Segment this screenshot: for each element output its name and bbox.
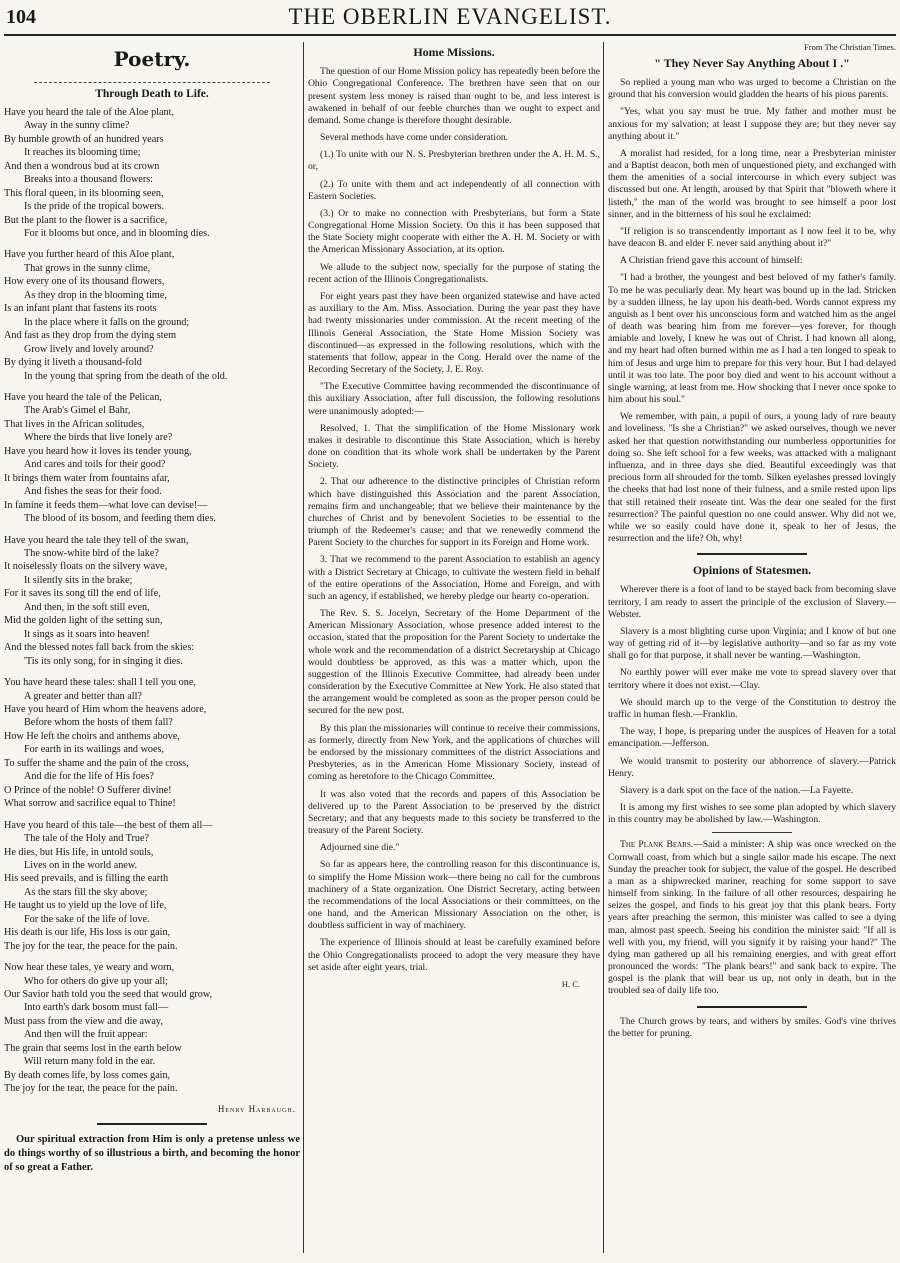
never-say-body — [608, 77, 896, 545]
poem-line: His death is our life, His loss is our gain, — [4, 927, 171, 939]
statesman-quote: Wherever there is a foot of land to be stayed back from becoming slave territory, I am ready to assert the principle of the exclusion of Slavery.—Webster. — [608, 584, 896, 620]
poem-line: O Prince of the noble! O Sufferer divine! — [4, 784, 172, 796]
poem-line: By dying it liveth a thousand-fold — [4, 357, 142, 369]
poem-line: It brings them water from fountains afar, — [4, 472, 170, 484]
poem-line: And cares and toils for their good? — [24, 459, 166, 471]
poem-line: For it saves its song till the end of life, — [4, 588, 161, 600]
poem-line: His seed prevails, and is filling the earth — [4, 873, 169, 885]
poem-line: It noiselessly floats on the silvery wave, — [4, 561, 168, 573]
statesmen-heading: Opinions of Statesmen. — [692, 563, 812, 578]
poem-line: The Arab's Gimel el Bahr, — [24, 405, 131, 417]
poem-line: And then a wondrous bud at its crown — [4, 160, 160, 172]
poem-line: By death comes life, by loss comes gain, — [4, 1069, 171, 1081]
statesman-quote: We would transmit to posterity our abhorrence of slavery.—Patrick Henry. — [608, 755, 896, 779]
poem-line: Must pass from the view and die away, — [4, 1015, 163, 1027]
ornamental-rule — [34, 74, 270, 83]
statesmen-quotes — [608, 584, 896, 826]
poem-line: That lives in the African solitudes, — [4, 418, 145, 430]
poem-line: But the plant to the flower is a sacrifice, — [4, 214, 168, 226]
poem-line: The joy for the tear, the peace for the pain. — [4, 1083, 178, 1095]
statesman-quote: No earthly power will ever make me vote to spread slavery over that territory where it does not exist.—Clay. — [608, 667, 896, 691]
poem-line: How He left the choirs and anthems above, — [4, 730, 180, 742]
poem-line: As they drop in the blooming time, — [24, 289, 167, 301]
paragraph: A Christian friend gave this account of himself: — [620, 255, 803, 267]
poem-line: As the stars fill the sky above; — [24, 886, 148, 898]
paragraph: Resolved, 1. That the simplification of the Home Missionary work makes it desirable to discontinue this State Association, which is hereby done on condition that its whole work shall be undertaken by the Parent Society. — [308, 422, 600, 471]
plank-paragraph — [608, 839, 896, 997]
poem-line: Will return many fold in the ear. — [24, 1056, 156, 1068]
poem-line: Have you heard of Him whom the heavens adore, — [4, 703, 207, 715]
stanza — [4, 961, 300, 1096]
poem-line: For it blooms but once, and in blooming dies. — [24, 228, 210, 240]
stanza — [4, 248, 300, 383]
poem-line: He taught us to yield up the love of life, — [4, 900, 167, 912]
stanza — [4, 534, 300, 669]
home-missions-heading: Home Missions. — [413, 45, 495, 59]
poem-line: Grow lively and lovely around? — [24, 343, 154, 355]
poem-line: Breaks into a thousand flowers: — [24, 174, 154, 186]
paragraph: Several methods have come under consideration. — [320, 132, 509, 144]
statesman-quote: Slavery is a dark spot on the face of the nation.—La Fayette. — [620, 784, 854, 796]
paragraph: For eight years past they have been organized statewise and have acted as auxiliary to the Am. Miss. Association. During the year past they have had twenty missionaries under commission. At the recent meeting of the Illinois General Association, the State Home Mission Society was discontinued—as expressed in the following resolutions, which with the statements that follow, appear in the Cong. Herald over the name of the Recording Secretary of the Society, J. E. Roy. — [308, 290, 600, 376]
poem-line: To suffer the shame and the pain of the cross, — [4, 757, 189, 769]
section-separator — [712, 832, 792, 833]
stanza — [4, 819, 300, 954]
poem-author: Henry Harbaugh. — [217, 1103, 296, 1114]
poem-line: Have you heard of this tale—the best of them all— — [4, 819, 213, 831]
poem-line: Have you heard the tale of the Aloe plant, — [4, 106, 175, 118]
poem-line: It silently sits in the brake; — [24, 574, 133, 586]
poem-line: And then will the fruit appear: — [24, 1029, 148, 1041]
poem-line: Now hear these tales, ye weary and worn, — [4, 962, 175, 974]
poem-line: And fishes the seas for their food. — [24, 486, 162, 498]
poem-line: The grain that seems lost in the earth below — [4, 1042, 182, 1054]
paragraph: (1.) To unite with our N. S. Presbyterian brethren under the A. H. M. S., or, — [308, 149, 600, 173]
poem-line: By humble growth of an hundred years — [4, 133, 164, 145]
paragraph: The question of our Home Mission policy has repeatedly been before the Ohio Congregational Conference. The brethren have seen that on our present system less money is raised than ought to be, and less interest is awakened in behalf of our feeble churches than we ought to expect and demand. Some change is therefore thought desirable. — [308, 66, 600, 126]
article-signature: H. C. — [561, 978, 580, 989]
poem-line: Have you further heard of this Aloe plant, — [4, 249, 175, 261]
home-missions-body — [308, 66, 600, 974]
poem-line: 'Tis its only song, for in singing it dies. — [24, 655, 183, 667]
paragraph: It was also voted that the records and papers of this Association be delivered up to the Parent Association to be preserved by the district Secretary; and that any bequests made to this society be transferred to the treasury of the Parent Society. — [308, 788, 600, 837]
poem-line: And the blessed notes fall back from the skies: — [4, 642, 195, 654]
poem-line: Is the pride of the tropical bowers. — [24, 201, 165, 213]
poem-line: He dies, but His life, in untold souls, — [4, 846, 154, 858]
paragraph: 2. That our adherence to the distinctive principles of Christian reform which have distinguished this Association and the parent Association, remains firm and unchangeable; that we believe their maintenance by the churches of Christ and by benevolent Societies to be essential to the triumph of the Redeemer's cause; and that we renewedly commend the Parent Society to the churches for support in its Foreign and Home work. — [308, 476, 600, 549]
paragraph: (3.) Or to make no connection with Presbyterians, but form a State Congregational Home Mission Society. On this it has been supposed that the State Society might cooperate with either the A. H. M. Society or with the American Missionary Association, at its option. — [308, 207, 600, 256]
poem-line: It sings as it soars into heaven! — [24, 628, 150, 640]
paragraph: A moralist had resided, for a long time, near a Presbyterian minister and a Baptist deacon, both men of unquestioned piety, and exchanged with them the amenities of a social intercourse in which every subject was discussed but one. At length, aroused by that Spirit that "bloweth where it listeth," the man of the world was brought to see himself a poor lost sinner, and in the bitterness of his soul he exclaimed: — [608, 147, 896, 220]
poem-line: And fast as they drop from the dying stem — [4, 330, 177, 342]
paragraph: By this plan the missionaries will continue to receive their commissions, as formerly, directly from New York, and the applications of churches will be endorsed by the missionary committees of the district Associations and Presbyteries, as in the American Home Missionary Society, instead of coming as heretofore to the Chicago Committee. — [308, 722, 600, 783]
column-divider — [603, 42, 604, 1253]
paragraph: The Rev. S. S. Jocelyn, Secretary of the Home Department of the American Missionary Association, whose presence added interest to the occasion, stated that the proposition for the Parent Society to undertake the whole work and the recommendation of a district Secretaryship at Chicago would doubtless be approved, as this was a matter which, upon the suggestion of the Illinois Executive Committee, had already been under consideration by the Executive Committee at New York. He also stated that the arrangement would be completed as soon as the proper person could be secured for the new post. — [308, 608, 600, 717]
stanza — [4, 106, 300, 241]
statesman-quote: It is among my first wishes to see some plan adopted by which slavery in this country may be abolished by law.—Washington. — [608, 802, 896, 826]
stanza — [4, 676, 300, 811]
poem-line: This floral queen, in its blooming seen, — [4, 187, 164, 199]
statesman-quote: The way, I hope, is preparing under the auspices of Heaven for a total emancipation.—Jefferson. — [608, 726, 896, 750]
newspaper-title: THE OBERLIN EVANGELIST. — [288, 4, 612, 29]
poem-line: The joy for the tear, the peace for the pain. — [4, 940, 178, 952]
poetry-section-heading: Poetry. — [113, 47, 191, 71]
section-separator — [97, 1123, 207, 1125]
poem-line: You have heard these tales: shall I tell you one, — [4, 677, 196, 689]
poem-line: Before whom the hosts of them fall? — [24, 717, 173, 729]
plank-text: —Said a minister: A ship was once wrecked on the Cornwall coast, from which but a single sailor made his escape. The next Sunday the preacher took for subject, the value of the gospel. He described a man as a shipwrecked mariner, reaching for some support to save himself from sinking. In the failure of all other resources, despairing he seizes the gospel, and finds to his great joy that this plank bears. Forty years after preaching the sermon, this minister was called to see a dying man, almost past speech. Seeing his condition the minister said: "If all is well with you, my friend, will you signify it by raising your hand?" The dying man gathered up all his remaining energies, and with great effort pronounced the words: "The plank bears!" and sank back to expire. The gospel is the plank that will bear us up, not only in death, but in the troubled sea of daily life too. — [608, 839, 896, 997]
poem-line: Have you heard the tale they tell of the swan, — [4, 534, 189, 546]
paragraph: (2.) To unite with them and act independently of all connection with Eastern Societies. — [308, 178, 600, 202]
paragraph: We remember, with pain, a pupil of ours, a young lady of rare beauty and loveliness. "Is she a Christian?" we asked ourselves, though we never asked her that question notwithstanding our numberless opportunities for doing so. She left school for a few weeks, was attacked with a malignant influenza, and in three days she died. Beautiful exceedingly was that precious form all shrouded for the tomb. Silken eyelashes pressed lovingly the cheeks that had lost none of their fulness, and a smile rested upon lips that still retained their roseate tint. Was the dear one sealed for the first resurrection? The painful question no one could answer. Why did not we, while we so easily could have done it, speak to her of Jesus, the resurrection and the life? Oh, why! — [608, 411, 896, 545]
poem-line: Where the birds that live lonely are? — [24, 432, 173, 444]
page-number: 104 — [6, 6, 36, 28]
paragraph: The experience of Illinois should at least be carefully examined before the Ohio Congregationalists proceed to adopt the very measure they have set aside after eight years, trial. — [308, 937, 600, 973]
paragraph: So far as appears here, the controlling reason for this discontinuance is, to simplify the Home Mission work—there being no call for the cumbrous machinery of a State organization. One District Secretary, acting between the recommendations of the local Associations or their committees, on the one hand, and the American Missionary Association on the other, is doubtless sufficient in way of machinery. — [308, 859, 600, 932]
article-source: From The Christian Times. — [804, 42, 896, 52]
paragraph: "If religion is so transcendently important as I now feel it to be, why have deacon B. and elder F. never said anything about it?" — [608, 225, 896, 250]
section-separator — [697, 1006, 807, 1008]
poem-line: Away in the sunny clime? — [24, 120, 130, 132]
closing-paragraph: Our spiritual extraction from Him is only a pretense unless we do things worthy of so illustrious a birth, and becoming the honor of so great a Father. — [4, 1134, 300, 1173]
poem-line: Our Savior hath told you the seed that would grow, — [4, 989, 213, 1001]
poem-line: In the young that spring from the death of the old. — [24, 370, 228, 382]
poem-body — [4, 106, 300, 1096]
stanza — [4, 391, 300, 526]
never-say-heading: " They Never Say Anything About I ." — [654, 55, 850, 70]
poem-line: A greater and better than all? — [24, 690, 142, 702]
poem-line: In the place where it falls on the ground; — [24, 316, 190, 328]
poem-line: The snow-white bird of the lake? — [24, 547, 159, 559]
poem-line: What sorrow and sacrifice equal to Thine! — [4, 798, 176, 810]
poetry-column — [4, 42, 300, 1253]
poem-line: And die for the life of His foes? — [24, 771, 154, 783]
poem-line: In famine it feeds them—what love can devise!— — [4, 499, 208, 511]
poem-line: The blood of its bosom, and feeding them dies. — [24, 513, 216, 525]
poem-line: Have you heard how it loves its tender young, — [4, 445, 192, 457]
paragraph: We allude to the subject now, specially for the purpose of stating the recent action of the Illinois Congregationalists. — [308, 261, 600, 285]
right-column — [608, 42, 896, 1253]
closing-paragraph: The Church grows by tears, and withers by smiles. God's vine thrives the better for pruning. — [608, 1015, 896, 1039]
masthead — [0, 0, 900, 38]
poem-title: Through Death to Life. — [95, 88, 209, 100]
statesman-quote: Slavery is a most blighting curse upon Virginia; and I know of but one way of getting rid of it—by legislative authority—and so far as my vote shall go for that purpose, it shall never be wanting.—Washington. — [608, 625, 896, 662]
paragraph: 3. That we recommend to the parent Association to establish an agency with a District Secretary at Chicago, to cultivate the western field in behalf of the entire operations of the Association, Home and Foreign, and with such an agency, if established, we hereby pledge our hearty co-operation. — [308, 554, 600, 602]
poem-line: Have you heard the tale of the Pelican, — [4, 392, 162, 403]
poem-line: Mid the golden light of the setting sun, — [4, 615, 163, 627]
poem-line: That grows in the sunny clime, — [24, 262, 151, 274]
masthead-rule — [4, 34, 896, 36]
paragraph: So replied a young man who was urged to become a Christian on the ground that his conversion would gladden the hearts of his pious parents. — [608, 77, 896, 101]
poem-line: Is an infant plant that fastens its roots — [4, 303, 157, 315]
section-separator — [697, 553, 807, 555]
column-divider — [303, 42, 304, 1253]
poem-line: And then, in the soft still even, — [24, 601, 150, 613]
paragraph: "Yes, what you say must be true. My father and mother must be anxious for my salvation; at least I suppose they are; but they never say anything about it." — [608, 106, 896, 142]
poem-line: It reaches its blooming time; — [24, 147, 141, 159]
poem-line: Into earth's dark bosom must fall— — [24, 1002, 169, 1014]
poem-line: Who for others do give up your all; — [24, 975, 169, 987]
poem-line: For earth in its wailings and woes, — [24, 744, 165, 756]
poem-line: For the sake of the life of love. — [24, 913, 150, 925]
paragraph: "The Executive Committee having recommended the discontinuance of this auxiliary Association, after full discussion, the following resolutions were unanimously adopted:— — [308, 381, 600, 417]
poem-line: The tale of the Holy and True? — [24, 833, 150, 845]
paragraph: "I had a brother, the youngest and best beloved of my father's family. To me he was peculiarly dear. My heart was bound up in the lad. Stricken by a sudden illness, he lay upon his death-bed. Words cannot express my anguish as I bent over his unconscious form and watched him as the angel of death was bearing him from me forever—yes forever, for though amiable and lovely, I knew he was out of Christ. I had known all along, and my heart had often burned within me as I had a ten longed to speak to him of Jesus and urge him to prepare for this very hour. But I had delayed until it was too late. The poor boy died and went to his account without a single warning, at least from me. How shocking that I never once spoke to him about his soul." — [608, 272, 896, 406]
home-missions-column — [308, 42, 600, 1253]
statesman-quote: We should march up to the verge of the Constitution to destroy the traffic in human flesh.—Franklin. — [608, 696, 896, 720]
poem-line: How every one of its thousand flowers, — [4, 276, 165, 288]
paragraph: Adjourned sine die." — [320, 842, 400, 854]
poem-line: Lives on in the world anew. — [24, 859, 138, 871]
plank-title: The Plank Bears. — [620, 839, 694, 851]
